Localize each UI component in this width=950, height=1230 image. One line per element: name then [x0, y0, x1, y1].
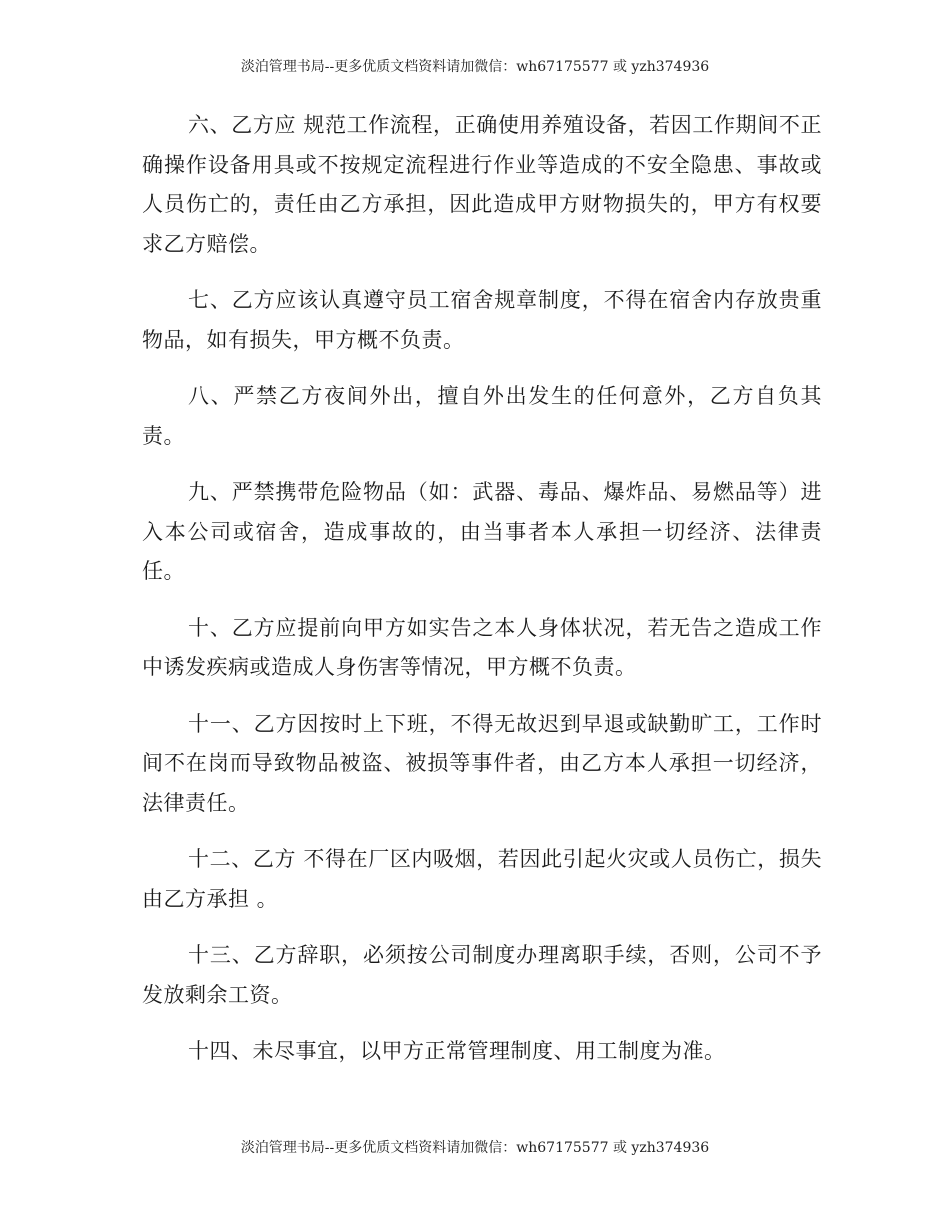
- clause-6: 六、乙方应 规范工作流程，正确使用养殖设备，若因工作期间不正确操作设备用具或不按规定流程进行作业等造成的不安全隐患、事故或人员伤亡的，责任由乙方承担，因此造成甲方财物损失的，甲方有权要求乙方赔偿。: [142, 113, 822, 256]
- clause-11: 十一、乙方因按时上下班，不得无故迟到早退或缺勤旷工，工作时间不在岗而导致物品被盗、被损等事件者，由乙方本人承担一切经济，法律责任。: [142, 711, 822, 815]
- clause-12: 十二、乙方 不得在厂区内吸烟，若因此引起火灾或人员伤亡，损失由乙方承担 。: [142, 847, 822, 911]
- running-header: 淡泊管理书局--更多优质文档资料请加微信：wh67175577 或 yzh374936: [240, 59, 710, 75]
- clause-7: 七、乙方应该认真遵守员工宿舍规章制度，不得在宿舍内存放贵重物品，如有损失，甲方概不负责。: [142, 288, 822, 352]
- contract-body: [142, 106, 822, 1072]
- running-footer: 淡泊管理书局--更多优质文档资料请加微信：wh67175577 或 yzh374936: [240, 1140, 710, 1156]
- clause-10: 十、乙方应提前向甲方如实告之本人身体状况，若无告之造成工作中诱发疾病或造成人身伤害等情况，甲方概不负责。: [142, 615, 822, 679]
- clause-13: 十三、乙方辞职，必须按公司制度办理离职手续，否则，公司不予发放剩余工资。: [142, 943, 822, 1007]
- clause-9: 九、严禁携带危险物品（如：武器、毒品、爆炸品、易燃品等）进入本公司或宿舍，造成事故的，由当事者本人承担一切经济、法律责任。: [142, 480, 822, 583]
- clause-14: 十四、未尽事宜，以甲方正常管理制度、用工制度为准。: [188, 1039, 726, 1063]
- clause-8: 八、严禁乙方夜间外出，擅自外出发生的任何意外，乙方自负其责。: [142, 384, 822, 448]
